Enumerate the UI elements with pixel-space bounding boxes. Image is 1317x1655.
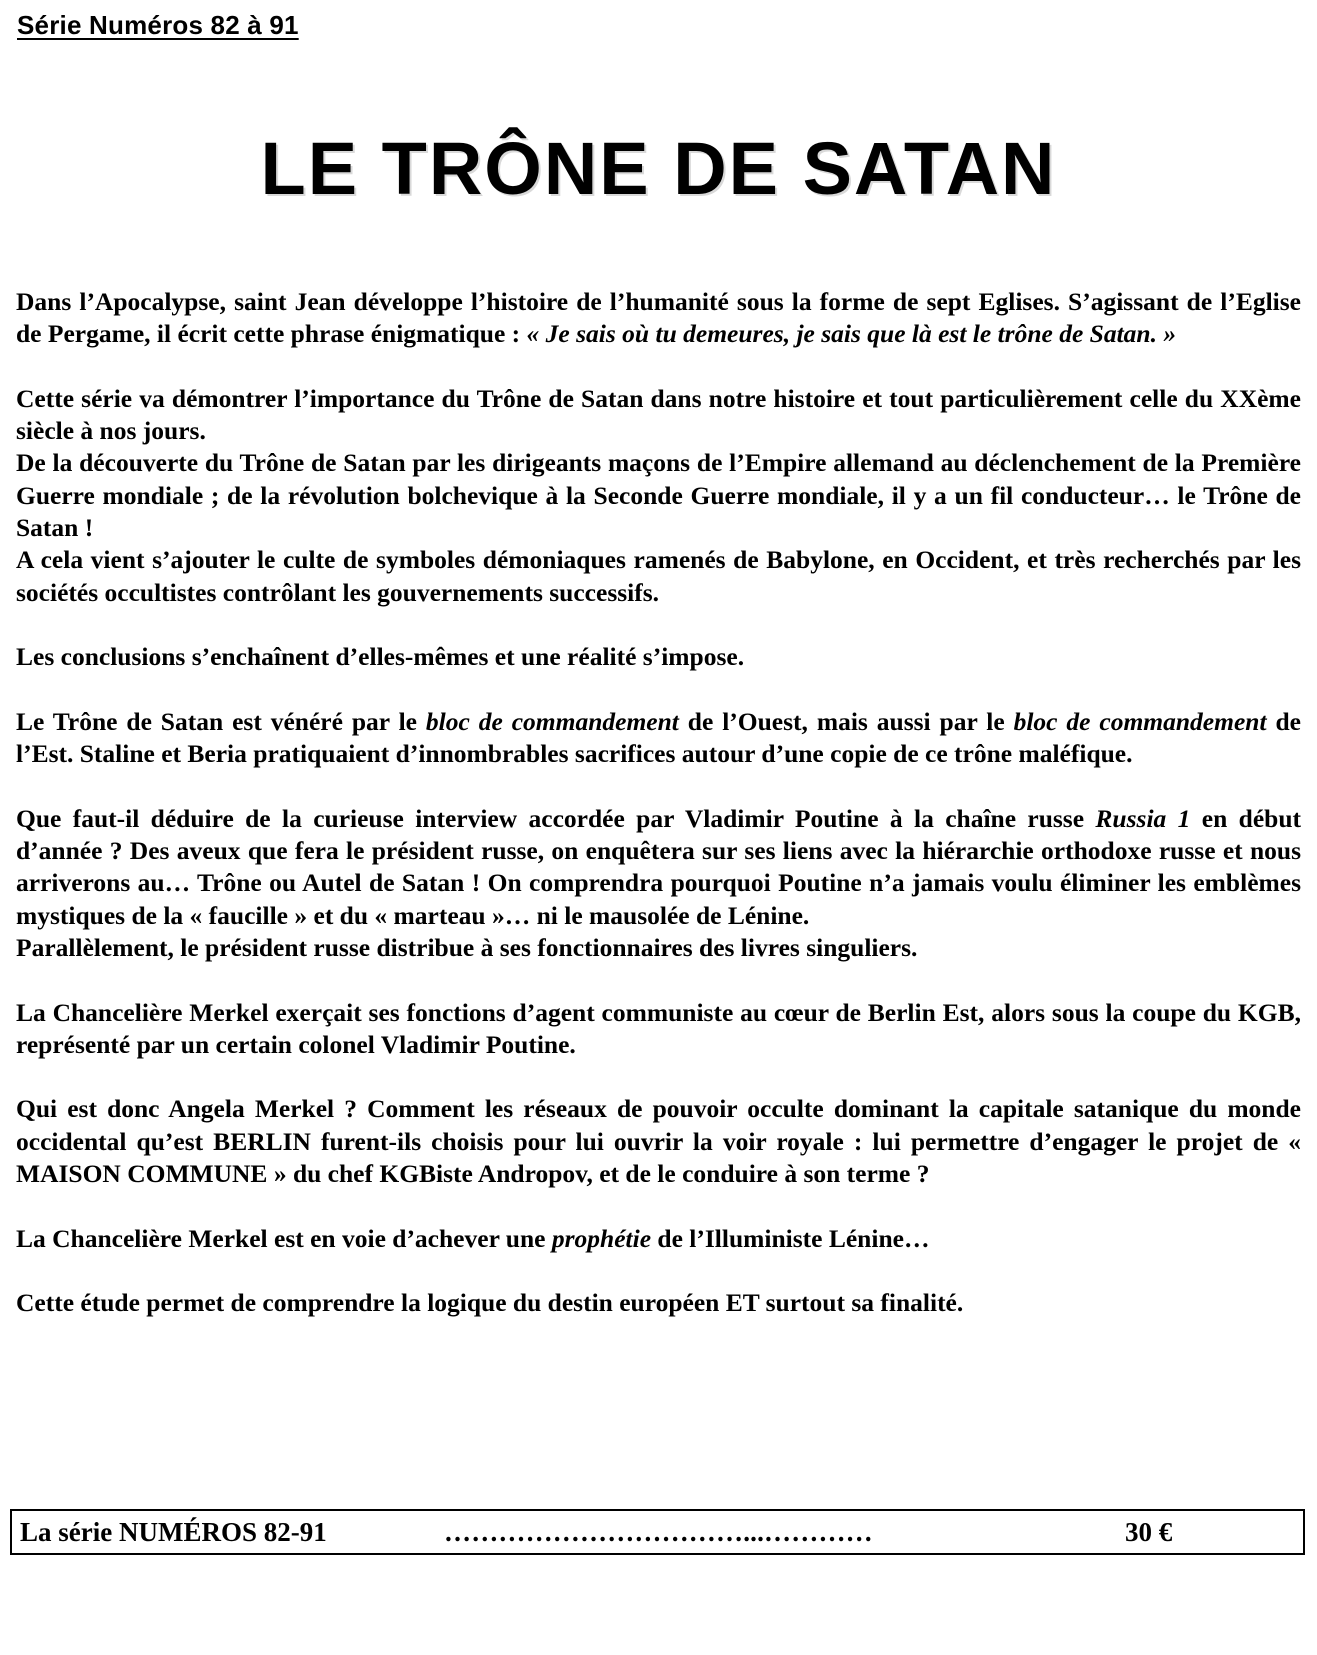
paragraph-merkel-question: Qui est donc Angela Merkel ? Comment les réseaux de pouvoir occulte dominant la capitale satanique du monde occidental qu’est BERLIN furent-ils choisis pour lui ouvrir la voir royale : lui permettre d’engager le projet de « MAISON COMMUNE » du chef KGBiste Andropov, et de le conduire à son terme ? xyxy=(16,1094,1301,1189)
price-box xyxy=(10,1509,1305,1555)
text-run: Le Trône de Satan est vénéré par le xyxy=(16,706,426,736)
text-run: de l’Illuministe Lénine… xyxy=(651,1223,930,1253)
paragraph-series-intro: Cette série va démontrer l’importance du Trône de Satan dans notre histoire et tout particulièrement celle du XXème siècle à nos jours. xyxy=(16,383,1301,446)
bible-quote: « Je sais où tu demeures, je sais que là est le trône de Satan. » xyxy=(526,319,1177,349)
price-value: 30 € xyxy=(1125,1517,1173,1547)
paragraph-books: Parallèlement, le président russe distribue à ses fonctionnaires des livres singuliers. xyxy=(16,932,918,962)
paragraph-discovery: De la découverte du Trône de Satan par les dirigeants maçons de l’Empire allemand au déclenchement de la Première Guerre mondiale ; de la révolution bolchevique à la Seconde Guerre mondiale, il y a un fil conducteur… le Trône de Satan ! xyxy=(16,448,1301,543)
page-title: LE TRÔNE DE SATAN xyxy=(260,127,1057,210)
text-run: Que faut-il déduire de la curieuse interview accordée par Vladimir Poutine à la chaîne russe xyxy=(16,803,1096,833)
paragraph-command-block xyxy=(16,706,1301,771)
text-run: de l’Ouest, mais aussi par le xyxy=(678,706,1014,736)
italic-term: bloc de commandement xyxy=(425,706,679,736)
text-run: de l’Est. Staline et Beria pratiquaient d’innombrables sacrifices autour d’une copie de ce trône maléfique. xyxy=(16,706,1301,769)
text-run: Dans l’Apocalypse, saint Jean développe l’histoire de l’humanité sous la forme de sept Eglises. S’agissant de l’Eglise de Pergame, il écrit cette phrase énigmatique : xyxy=(16,287,1301,349)
price-leader-dots: ……………………………...………… xyxy=(444,1517,873,1547)
paragraph-study: Cette étude permet de comprendre la logique du destin européen ET surtout sa finalité. xyxy=(16,1288,964,1318)
italic-term: prophétie xyxy=(551,1223,652,1253)
paragraph-prophecy xyxy=(16,1223,1301,1255)
paragraph-apocalypse xyxy=(16,286,1301,351)
italic-term: bloc de commandement xyxy=(1013,706,1267,736)
paragraph-conclusions: Les conclusions s’enchaînent d’elles-mêmes et une réalité s’impose. xyxy=(16,642,745,672)
series-header: Série Numéros 82 à 91 xyxy=(17,10,299,40)
text-run: La Chancelière Merkel est en voie d’achever une xyxy=(16,1223,552,1253)
paragraph-symbols: A cela vient s’ajouter le culte de symboles démoniaques ramenés de Babylone, en Occident, et très recherchés par les sociétés occultistes contrôlant les gouvernements successifs. xyxy=(16,545,1301,607)
paragraph-merkel-agent: La Chancelière Merkel exerçait ses fonctions d’agent communiste au cœur de Berlin Est, alors sous la coupe du KGB, représenté par un certain colonel Vladimir Poutine. xyxy=(16,997,1301,1059)
description-text xyxy=(16,286,1301,1352)
text-run: en début d’année ? Des aveux que fera le président russe, on enquêtera sur ses liens avec la hiérarchie orthodoxe russe et nous arriverons au… Trône ou Autel de Satan ! On comprendra pourquoi Poutine n’a jamais voulu éliminer les emblèmes mystiques de la « faucille » et du « marteau »… ni le mausolée de Lénine. xyxy=(16,803,1302,930)
paragraph-putin-interview xyxy=(16,803,1301,932)
price-label: La série NUMÉROS 82-91 xyxy=(20,1517,327,1547)
italic-term: Russia 1 xyxy=(1095,803,1191,833)
